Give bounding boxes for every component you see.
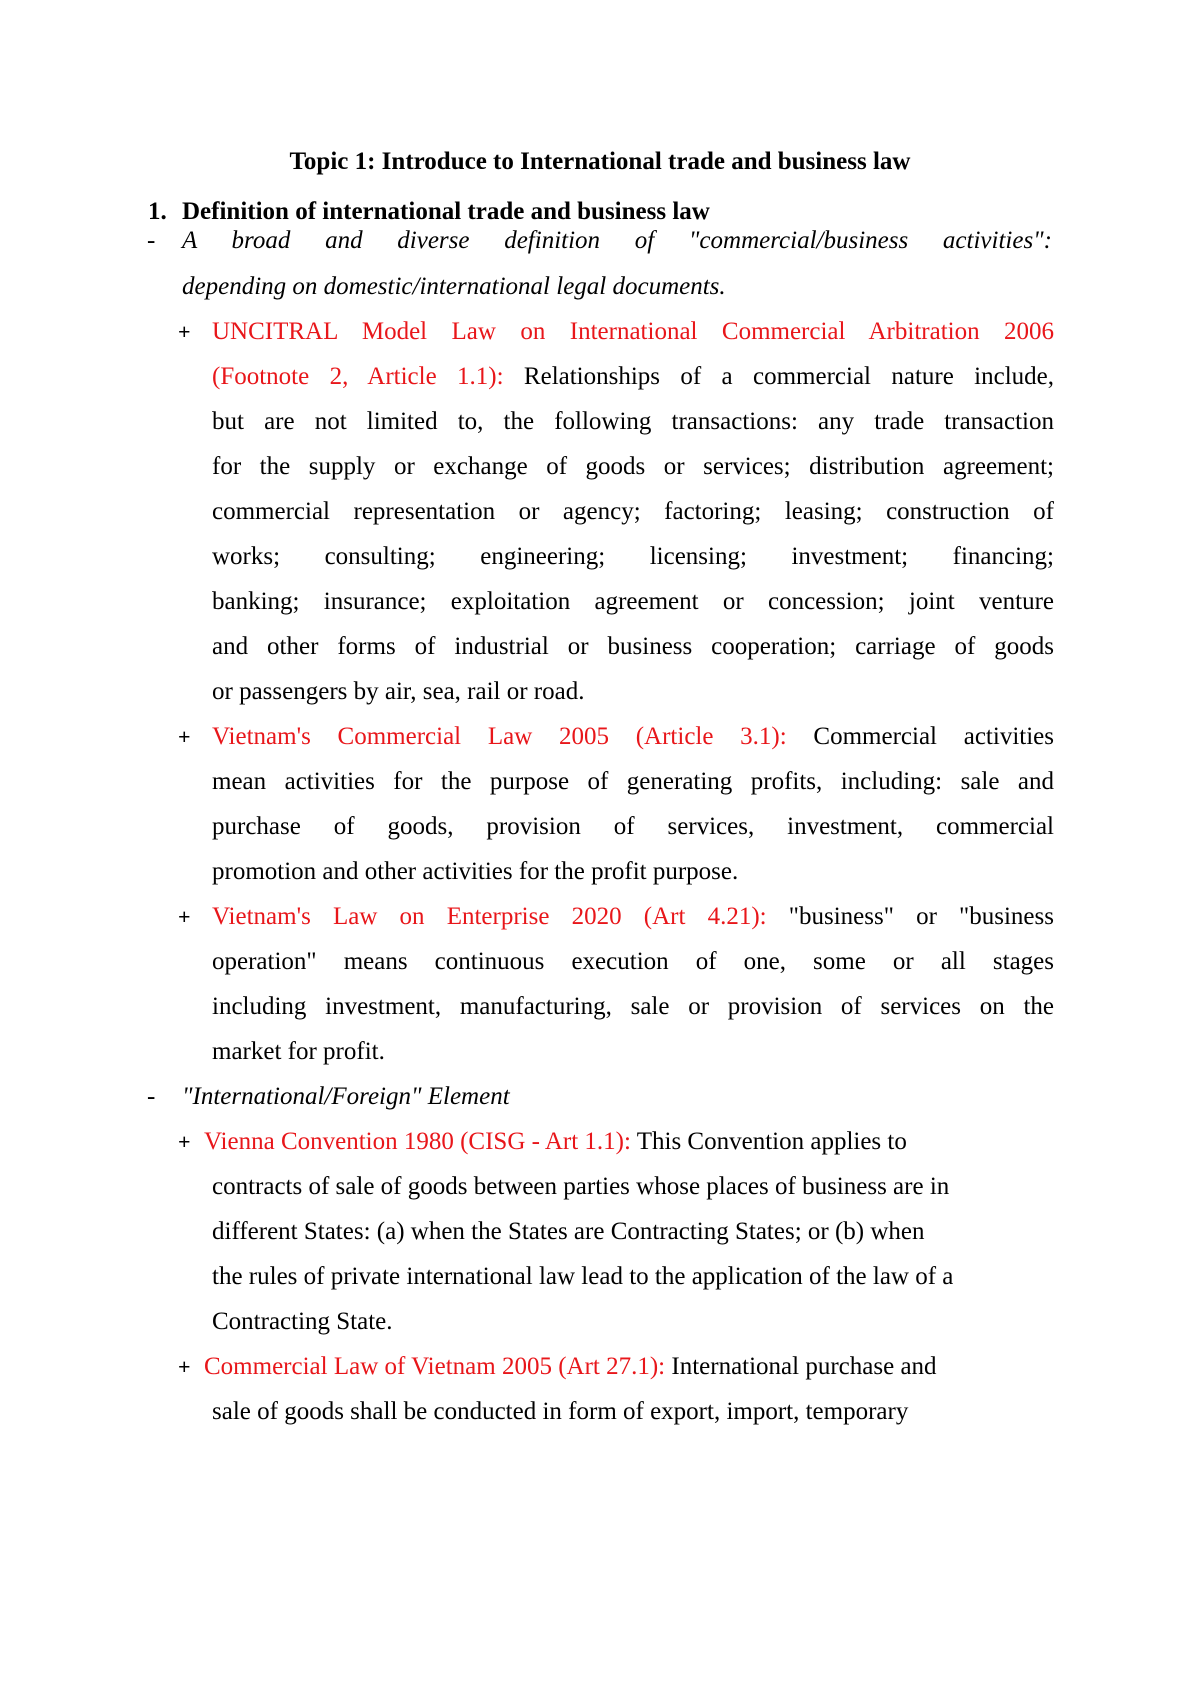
- citation-text: Vienna Convention 1980 (CISG - Art 1.1):: [204, 1128, 631, 1155]
- paragraph-line: different States: (a) when the States are Contracting States; or (b) when: [212, 1218, 925, 1245]
- paragraph-line: works; consulting; engineering; licensing; investment; financing;: [212, 543, 1054, 570]
- citation-text: Vietnam's Commercial Law 2005 (Article 3.1):: [212, 723, 787, 750]
- paragraph-line: including investment, manufacturing, sale or provision of services on the: [212, 993, 1054, 1020]
- paragraph-text: This Convention applies to: [630, 1128, 907, 1155]
- paragraph-line: operation" means continuous execution of one, some or all stages: [212, 948, 1054, 975]
- citation-text: UNCITRAL Model Law on International Commercial Arbitration 2006: [212, 318, 1054, 345]
- paragraph-line: the rules of private international law lead to the application of the law of a: [212, 1263, 954, 1290]
- paragraph-line: purchase of goods, provision of services, investment, commercial: [212, 813, 1054, 840]
- paragraph-line: banking; insurance; exploitation agreement or concession; joint venture: [212, 588, 1054, 615]
- paragraph-line: A broad and diverse definition of "commercial/business activities":: [182, 227, 1052, 254]
- paragraph-line: sale of goods shall be conducted in form of export, import, temporary: [212, 1398, 909, 1425]
- paragraph-line: Contracting State.: [212, 1308, 393, 1335]
- paragraph-line: and other forms of industrial or business cooperation; carriage of goods: [212, 633, 1054, 660]
- section-heading-text: Definition of international trade and business law: [182, 198, 710, 225]
- paragraph-line: "International/Foreign" Element: [182, 1083, 510, 1110]
- dash-bullet: -: [147, 227, 156, 254]
- paragraph-line: commercial representation or agency; factoring; leasing; construction of: [212, 498, 1054, 525]
- paragraph-line: market for profit.: [212, 1038, 385, 1065]
- paragraph-line: but are not limited to, the following transactions: any trade transaction: [212, 408, 1054, 435]
- paragraph-text: Relationships of a commercial nature include,: [503, 363, 1054, 390]
- paragraph-line: contracts of sale of goods between parties whose places of business are in: [212, 1173, 950, 1200]
- paragraph-line: [204, 1342, 1046, 1391]
- dash-bullet: -: [147, 1083, 156, 1110]
- paragraph-line: or passengers by air, sea, rail or road.: [212, 678, 585, 705]
- plus-bullet: +: [178, 319, 191, 344]
- paragraph-line: [204, 1117, 1046, 1166]
- paragraph-text: International purchase and: [665, 1353, 937, 1380]
- section-number: 1.: [148, 198, 167, 225]
- paragraph-line: mean activities for the purpose of generating profits, including: sale and: [212, 768, 1054, 795]
- citation-text: Vietnam's Law on Enterprise 2020 (Art 4.21):: [212, 903, 767, 930]
- plus-bullet: +: [178, 904, 191, 929]
- paragraph-line: depending on domestic/international legal documents.: [182, 273, 726, 300]
- plus-bullet: +: [178, 1354, 191, 1379]
- paragraph-text: "business" or "business: [766, 903, 1054, 930]
- paragraph-line: promotion and other activities for the profit purpose.: [212, 858, 739, 885]
- page-title: Topic 1: Introduce to International trade and business law: [289, 148, 911, 175]
- paragraph-line: for the supply or exchange of goods or services; distribution agreement;: [212, 453, 1054, 480]
- citation-text: (Footnote 2, Article 1.1):: [212, 363, 504, 390]
- paragraph-line: [212, 892, 1054, 941]
- paragraph-line: [212, 352, 1054, 401]
- plus-bullet: +: [178, 1129, 191, 1154]
- plus-bullet: +: [178, 724, 191, 749]
- paragraph-text: Commercial activities: [786, 723, 1054, 750]
- citation-text: Commercial Law of Vietnam 2005 (Art 27.1):: [204, 1353, 666, 1380]
- paragraph-line: [212, 712, 1054, 761]
